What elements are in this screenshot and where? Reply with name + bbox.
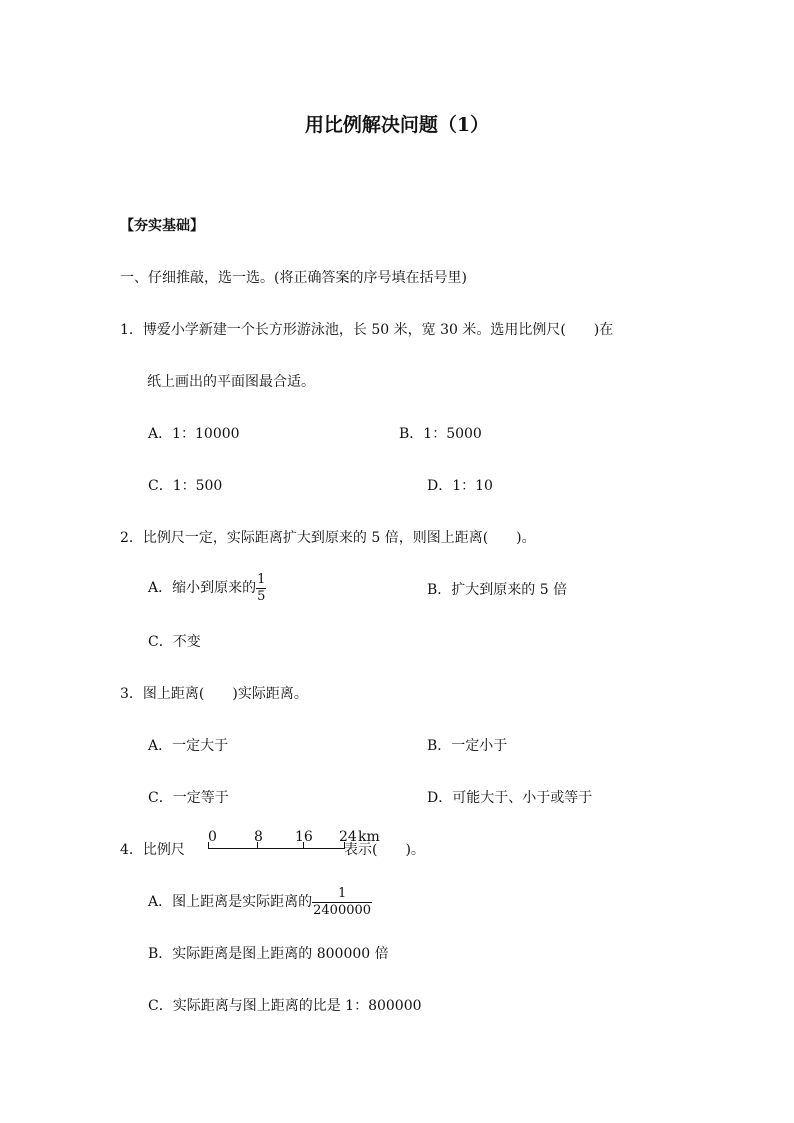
fraction-one-fifth xyxy=(256,572,266,605)
scale-unit: km xyxy=(358,829,380,845)
fraction-denominator: 2400000 xyxy=(313,902,372,918)
question-1-option-a: A．1：10000 xyxy=(148,426,240,442)
question-4-option-c: C．实际距离与图上距离的比是 1：800000 xyxy=(148,998,422,1014)
question-4-option-a-text: A．图上距离是实际距离的 xyxy=(148,894,313,910)
fraction-numerator: 1 xyxy=(337,885,347,901)
question-2-option-a xyxy=(148,570,266,606)
question-2-stem: 2．比例尺一定，实际距离扩大到原来的 5 倍，则图上距离( )。 xyxy=(120,530,536,546)
question-3-option-d: D．可能大于、小于或等于 xyxy=(427,790,593,806)
question-4-option-a xyxy=(148,882,372,922)
scale-label-8: 8 xyxy=(254,829,263,845)
question-3-option-b: B．一定小于 xyxy=(427,738,508,754)
scale-label-16: 16 xyxy=(295,829,313,845)
question-1-stem-line2: 纸上画出的平面图最合适。 xyxy=(147,374,315,390)
scale-label-24: 24 xyxy=(339,829,357,845)
question-4-stem-prefix: 4．比例尺 xyxy=(120,842,185,858)
question-2-option-b: B．扩大到原来的 5 倍 xyxy=(427,582,568,598)
question-2-option-c: C．不变 xyxy=(148,634,201,650)
question-1-option-c: C．1：500 xyxy=(148,478,223,494)
question-4-option-b: B．实际距离是图上距离的 800000 倍 xyxy=(148,946,389,962)
fraction-denominator: 5 xyxy=(257,588,266,604)
question-4-stem-suffix: 表示( )。 xyxy=(344,842,425,858)
scale-bar-line xyxy=(208,848,344,849)
question-1-option-b: B．1：5000 xyxy=(399,426,482,442)
question-3-option-c: C．一定等于 xyxy=(148,790,229,806)
question-1-option-d: D．1：10 xyxy=(427,478,493,494)
scale-label-0: 0 xyxy=(208,829,217,845)
fraction-one-over-2400000 xyxy=(312,886,372,919)
question-2-option-a-text: A．缩小到原来的 xyxy=(148,580,257,596)
page-title: 用比例解决问题（1） xyxy=(304,114,490,136)
question-1-stem-line1: 1．博爱小学新建一个长方形游泳池，长 50 米，宽 30 米。选用比例尺( )在 xyxy=(120,322,614,338)
part-one-instruction: 一、仔细推敲，选一选。(将正确答案的序号填在括号里) xyxy=(120,270,467,286)
question-3-stem: 3．图上距离( )实际距离。 xyxy=(120,686,308,702)
fraction-numerator: 1 xyxy=(257,571,266,587)
question-3-option-a: A．一定大于 xyxy=(148,738,229,754)
section-heading: 【夯实基础】 xyxy=(120,218,204,234)
